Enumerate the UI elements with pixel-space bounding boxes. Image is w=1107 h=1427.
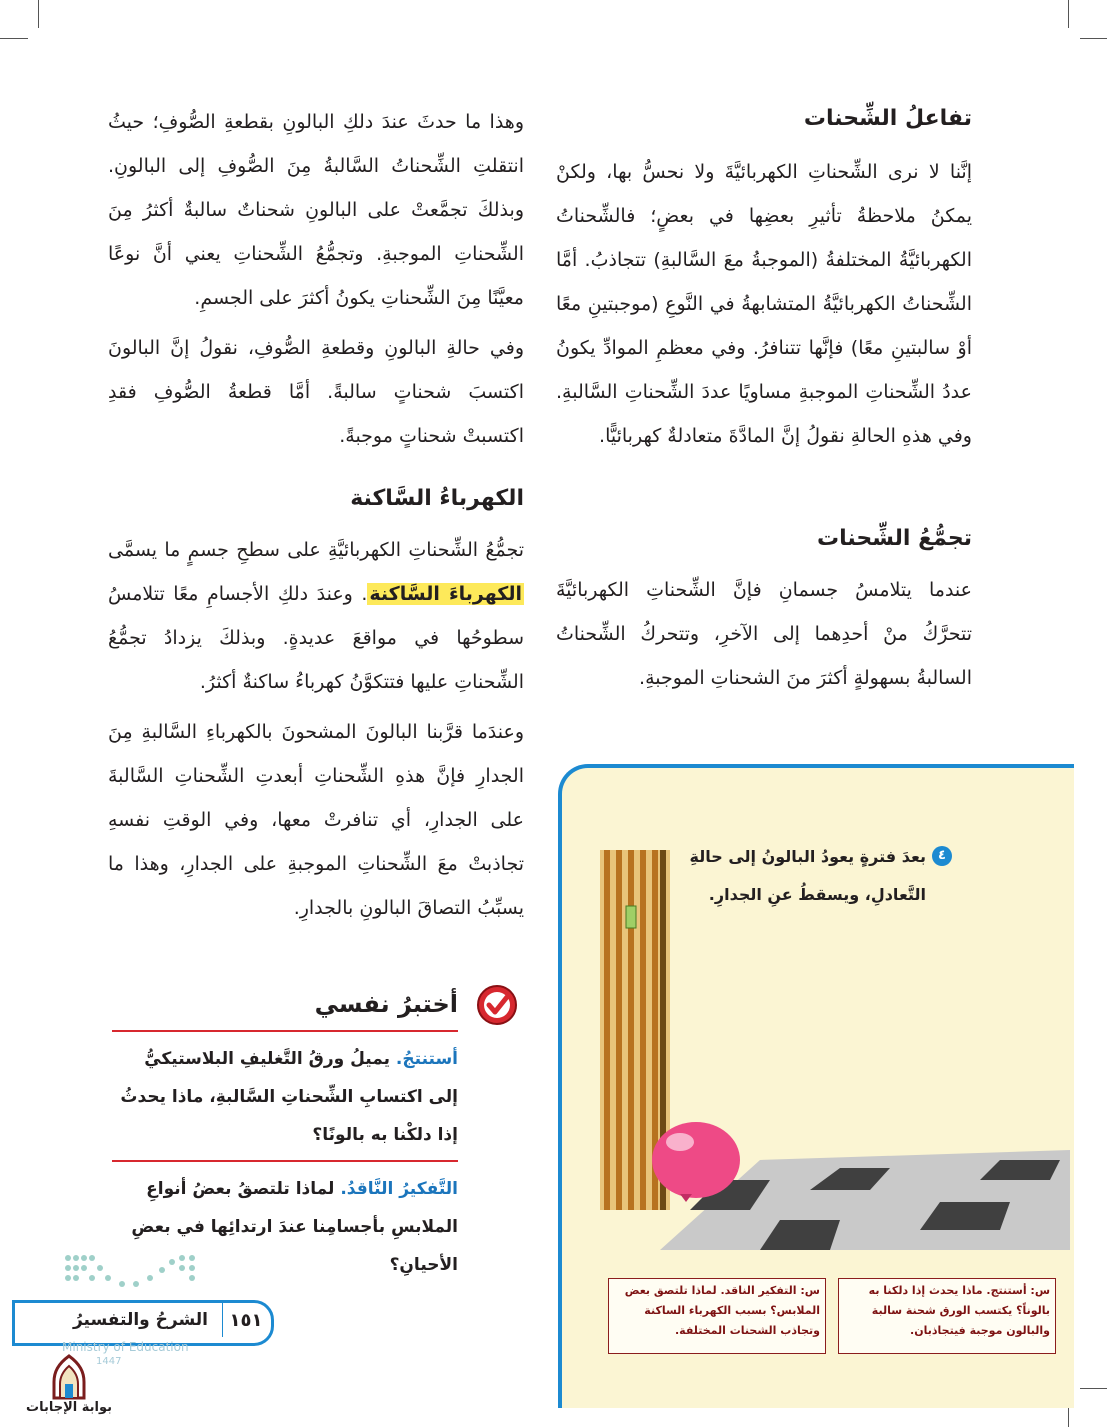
- question-1-label: أستنتجُ.: [395, 1049, 458, 1069]
- highlighted-term: الكهرباءَ السَّاكنة: [369, 583, 522, 605]
- answer-box-1: س: أستنتج. ماذا يحدث إذا دلكنا به بالوناً؟ يكتسب الورق شحنة سالبة والبالون موجبة فيتجاذبان.: [838, 1278, 1056, 1354]
- divider: [112, 1160, 458, 1162]
- question-1-text: يميلُ ورقُ التَّغليفِ البلاستيكيُّ إلى اكتسابِ الشِّحناتِ السَّالبةِ، ماذا يحدثُ إذا دلكْنا به بالونًا؟: [120, 1049, 458, 1145]
- year-text: 1447: [96, 1356, 122, 1367]
- self-test-title: أختبرُ نفسي: [314, 990, 458, 1018]
- section-title-static-electricity: الكهرباءُ السَّاكنة: [350, 486, 524, 511]
- crop-mark: [1080, 38, 1107, 39]
- ministry-logo-dots: [62, 1250, 202, 1298]
- question-2-label: التَّفكيرُ النَّاقدُ.: [340, 1179, 458, 1199]
- page-number: ١٥١: [229, 1310, 263, 1331]
- checkmark-icon: [476, 984, 518, 1026]
- divider: [112, 1030, 458, 1032]
- paragraph-charge-buildup: عندما يتلامسُ جسمانِ فإنَّ الشِّحناتِ الكهربائيَّةَ تتحرَّكُ منْ أحدِهما إلى الآخرِ، وتتحركُ الشِّحناتُ السالبةُ بسهولةٍ أكثرَ منَ الشحناتِ الموجبةِ.: [556, 579, 972, 689]
- left-column-text: [108, 100, 524, 464]
- crop-mark: [1080, 1388, 1107, 1389]
- paragraph-charge-interaction: إنَّنا لا نرى الشِّحناتِ الكهربائيَّةَ ولا نحسُّ بها، ولكنْ يمكنُ ملاحظةُ تأثيرِ بعضِها في بعضٍ؛ فالشِّحناتُ الكهربائيَّةُ المختلفةُ (الموجبةُ معَ السَّالبةِ) تتجاذبُ. أمَّا الشِّحناتُ الكهربائيَّةُ المتشابهةُ في النَّوعِ (موجبتينِ معًا أوْ سالبتينِ معًا) فإنَّها تتنافرُ. وفي معظمِ الموادِّ يكونُ عددُ الشِّحناتِ الموجبةِ مساويًا عددَ الشِّحناتِ السَّالبةِ. وفي هذهِ الحالةِ نقولُ إنَّ المادَّةَ متعادلةٌ كهربائيًّا.: [556, 161, 972, 447]
- answer-box-2: س: التفكير الناقد. لماذا تلتصق بعض الملابس؟ بسبب الكهرباء الساكنة وتجاذب الشحنات المختلفة.: [608, 1278, 826, 1354]
- step-number: ٤: [932, 846, 952, 866]
- crop-mark: [1068, 0, 1069, 28]
- figure-caption: بعدَ فترةٍ يعودُ البالونُ إلى حالةِ التَّعادلِ، ويسقطُ عنِ الجدارِ.: [689, 847, 926, 904]
- crop-mark: [38, 0, 39, 28]
- step-badge: [932, 846, 952, 866]
- divider: [222, 1303, 223, 1337]
- static-def-part2: . وعندَ دلكِ الأجسامِ معًا تتلامسُ سطوحُها في مواقعَ عديدةٍ. وبذلكَ يزدادُ تجمُّعُ الشِّحناتِ عليها فتتكوَّنُ كهرباءُ ساكنةٌ أكثرُ.: [108, 583, 524, 693]
- section-label: الشرحُ والتفسيرُ: [72, 1310, 208, 1330]
- crop-mark: [0, 38, 28, 39]
- ministry-text: Ministry of Education: [62, 1340, 189, 1354]
- paragraph-balloon-wall: وعندَما قرَّبنا البالونَ المشحونَ بالكهرباءِ السَّالبةِ مِنَ الجدارِ فإنَّ هذهِ الشِّحناتِ أبعدتِ الشِّحناتِ السَّالبةَ على الجدارِ، أي تنافرتْ معها، وفي الوقتِ نفسهِ تجاذبتْ معَ الشِّحناتِ الموجبةِ على الجدارِ، وهذا ما يسبِّبُ التصاقَ البالونِ بالجدارِ.: [108, 721, 524, 919]
- static-electricity-text: [108, 528, 524, 936]
- paragraph-static-definition: [108, 528, 524, 704]
- paragraph-balloon-charges: وفي حالةِ البالونِ وقطعةِ الصُّوفِ، نقولُ إنَّ البالونَ اكتسبَ شحناتٍ سالبةً. أمَّا قطعةُ الصُّوفِ فقدِ اكتسبتْ شحناتٍ موجبةً.: [108, 337, 524, 447]
- question-2-text: لماذا تلتصقُ بعضُ أنواعِ الملابسِ بأجسامِنا عندَ ارتدائِها في بعضِ الأحيانِ؟: [131, 1179, 458, 1275]
- section-title-charge-buildup: تجمُّعُ الشِّحنات: [817, 526, 972, 551]
- static-def-part1: تجمُّعُ الشِّحناتِ الكهربائيَّةِ على سطحِ جسمٍ ما يسمَّى: [108, 539, 524, 561]
- section-title-charge-interaction: تفاعلُ الشِّحنات: [803, 106, 972, 131]
- paragraph-balloon-wool: وهذا ما حدثَ عندَ دلكِ البالونِ بقطعةِ الصُّوفِ؛ حيثُ انتقلتِ الشِّحناتُ السَّالبةُ مِنَ الصُّوفِ إلى البالونِ. وبذلكَ تجمَّعتْ على البالونِ شحناتٌ سالبةٌ أكثرُ مِنَ الشِّحناتِ الموجبةِ. وتجمُّعُ الشِّحناتِ يعني أنَّ نوعًا معيَّنًا مِنَ الشِّحناتِ يكونُ أكثرَ على الجسمِ.: [108, 111, 524, 309]
- question-1: [112, 1040, 458, 1154]
- site-logo-icon: [48, 1354, 90, 1400]
- watermark-label: بوابة الإجابات: [26, 1400, 112, 1415]
